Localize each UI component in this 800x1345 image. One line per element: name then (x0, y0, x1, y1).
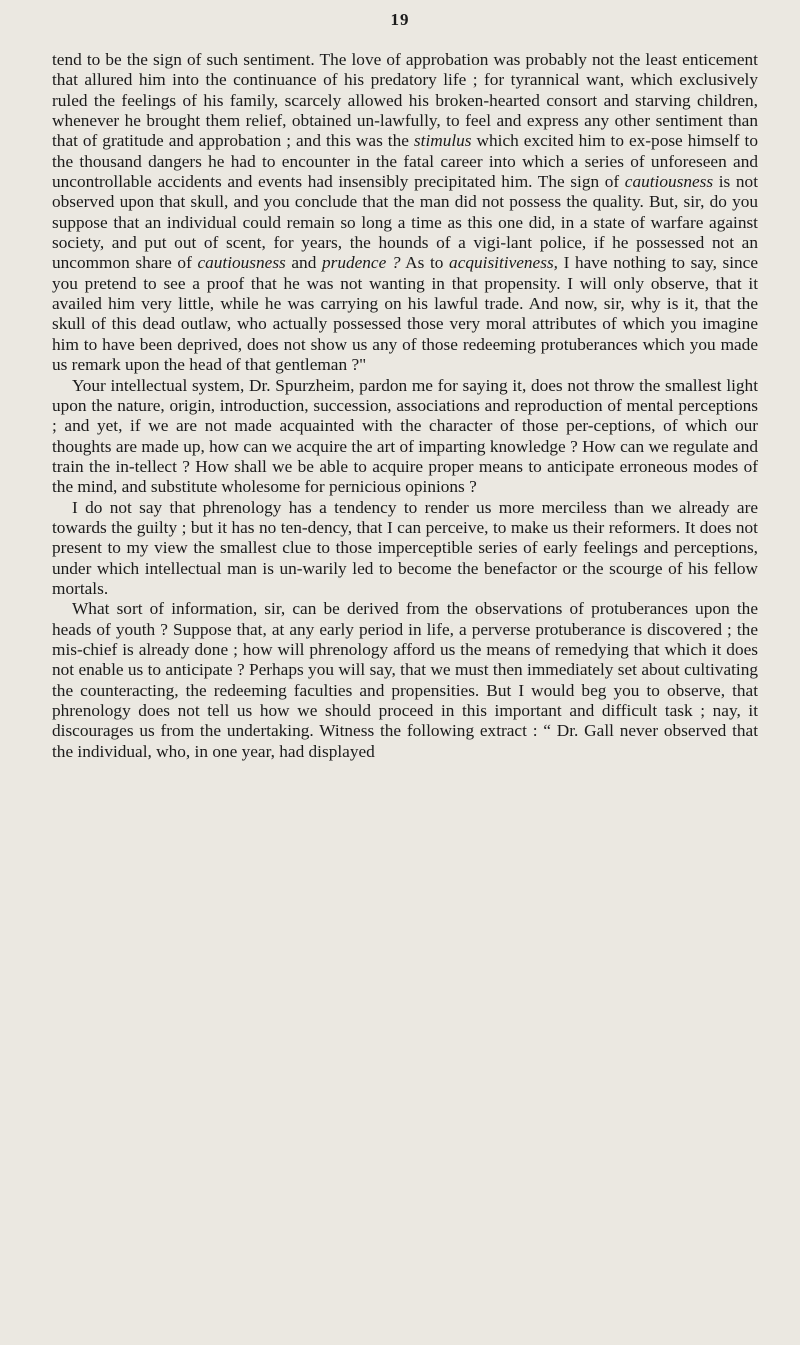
text-run: tend to be the sign of such sentiment. The love of approbation was probably not the least enticement that allured him into the continuance of his predatory life ; for tyrannical want, which exclusively ruled the feelings of his family, scarcely allowed his broken-hearted consort and starving children, whenever he brought them relief, obtained un-lawfully, to feel and express any other sentiment than that of gratitude and approbation ; and this was the (52, 50, 758, 151)
text-run: What sort of information, sir, can be derived from the observations of protuberances upon the heads of youth ? Suppose that, at any early period in life, a perverse protuberance is discovered ; the mis-chief is already done ; how will phrenology afford us the means of remedying that which it does not enable us to anticipate ? Perhaps you will say, that we must then immediately set about cultivating the counteracting, the redeeming faculties and propensities. But I would beg you to observe, that phrenology does not tell us how we should proceed in this important and difficult task ; nay, it discourages us from the undertaking. Witness the following extract : “ Dr. Gall never observed that the individual, who, in one year, had displayed (52, 599, 758, 761)
paragraph (52, 498, 758, 600)
paragraph (52, 599, 758, 762)
italic-text: prudence ? (321, 253, 401, 273)
italic-text: acquisitiveness, (449, 253, 558, 273)
paragraph (52, 376, 758, 498)
text-run: is not observed upon that skull, and you conclude that the man did not possess the quality. But, sir, do you suppose that an individual could remain so long a time as this one did, in a state of warfare against society, and put out of scent, for years, the hounds of a vigi-lant police, if he possessed not an uncommon share of (52, 172, 758, 273)
text-run: Your intellectual system, Dr. Spurzheim, pardon me for saying it, does not throw the smallest light upon the nature, origin, introduction, succession, associations and reproduction of mental perceptions ; and yet, if we are not made acquainted with the character of those per-ceptions, of which our thoughts are made up, how can we acquire the art of imparting knowledge ? How can we regulate and train the in-tellect ? How shall we be able to acquire proper means to anticipate erroneous modes of the mind, and substitute wholesome for pernicious opinions ? (52, 375, 758, 497)
text-run: I have nothing to say, since you pretend to see a proof that he was not wanting in that propensity. I will only observe, that it availed him very little, while he was carrying on his lawful trade. And now, sir, why is it, that the skull of this dead outlaw, who actually possessed those very moral attributes of which you imagine him to have been deprived, does not show us any of those redeeming protuberances which you made us remark upon the head of that gentleman ?" (52, 253, 759, 375)
italic-text: cautiousness (624, 172, 714, 192)
body-text (52, 50, 758, 762)
text-run: and (285, 253, 322, 273)
text-run: which excited him to ex-pose himself to the thousand dangers he had to encounter in the fatal career into which a series of unforeseen and uncontrollable accidents and events had insensibly precipitated him. The sign of (52, 131, 759, 192)
italic-text: cautiousness (197, 253, 286, 273)
page-number: 19 (390, 10, 410, 29)
text-run: As to (400, 253, 450, 273)
italic-text: stimulus (413, 131, 472, 151)
paragraph (52, 50, 758, 376)
text-run: I do not say that phrenology has a tendency to render us more merciless than we already are towards the guilty ; but it has no ten-dency, that I can perceive, to make us their reformers. It does not present to my view the smallest clue to those imperceptible series of early feelings and perceptions, under which intellectual man is un-warily led to become the benefactor or the scourge of his fellow mortals. (52, 497, 758, 598)
